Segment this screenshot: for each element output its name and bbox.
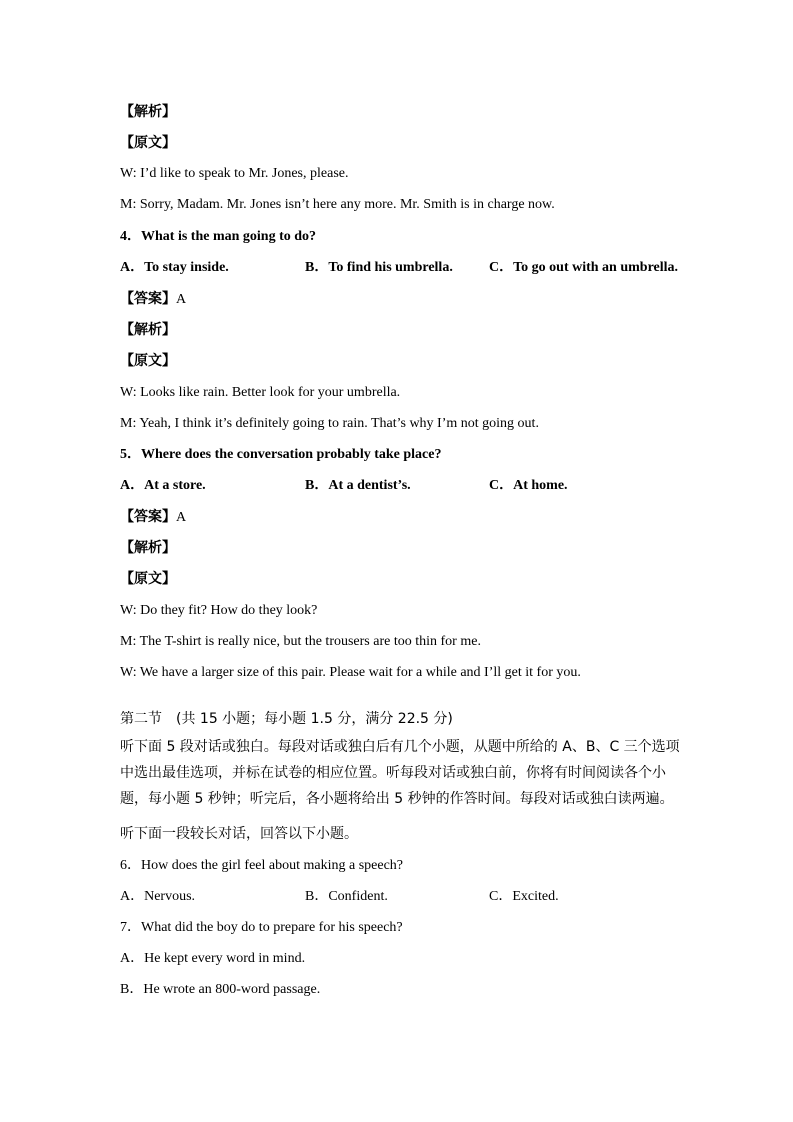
q4-answer	[120, 290, 186, 309]
q5-question: 5．Where does the conversation probably take place?	[120, 447, 442, 462]
q3-transcript-label: 【原文】	[120, 135, 176, 151]
section2-prompt: 听下面一段较长对话，回答以下小题。	[120, 826, 358, 842]
q5-transcript-line-3: W: We have a larger size of this pair. Please wait for a while and I’ll get it for you.	[120, 665, 581, 680]
q5-analysis-label: 【解析】	[120, 540, 176, 556]
q5-answer	[120, 508, 186, 527]
q6-question: 6．How does the girl feel about making a speech?	[120, 858, 404, 873]
q5-option-b: B．At a dentist’s.	[305, 478, 411, 493]
q6-option-b: B．Confident.	[305, 889, 388, 904]
q4-transcript-label: 【原文】	[120, 353, 176, 369]
q6-option-c: C．Excited.	[489, 889, 559, 904]
q5-transcript-label: 【原文】	[120, 571, 176, 587]
q3-analysis-label: 【解析】	[120, 104, 176, 120]
q3-transcript-line-2: M: Sorry, Madam. Mr. Jones isn’t here any more. Mr. Smith is in charge now.	[120, 197, 555, 212]
q4-option-c: C．To go out with an umbrella.	[489, 260, 679, 275]
q6-option-a: A．Nervous.	[120, 889, 196, 904]
q4-answer-label: 【答案】	[120, 291, 176, 307]
q5-transcript-line-2: M: The T-shirt is really nice, but the trousers are too thin for me.	[120, 634, 481, 649]
q4-transcript-line-2: M: Yeah, I think it’s definitely going to rain. That’s why I’m not going out.	[120, 416, 539, 431]
section2-heading: 第二节 (共 15 小题；每小题 1.5 分，满分 22.5 分)	[120, 711, 453, 727]
q5-transcript-line-1: W: Do they fit? How do they look?	[120, 603, 318, 618]
q5-option-a: A．At a store.	[120, 478, 206, 493]
q4-analysis-label: 【解析】	[120, 322, 176, 338]
q4-option-b: B．To find his umbrella.	[305, 260, 453, 275]
section2-instructions: 听下面 5 段对话或独白。每段对话或独白后有几个小题，从题中所给的 A、B、C 三个选项中选出最佳选项，并标在试卷的相应位置。听每段对话或独白前，你将有时间阅读各个小题，每小题 5 秒钟；听完后，各小题将给出 5 秒钟的作答时间。每段对话或独白读两遍。	[120, 739, 680, 807]
q5-option-c: C．At home.	[489, 478, 568, 493]
q4-option-a: A．To stay inside.	[120, 260, 229, 275]
q7-question: 7．What did the boy do to prepare for his speech?	[120, 920, 403, 935]
q5-answer-value: A	[176, 510, 187, 525]
q4-answer-value: A	[176, 292, 187, 307]
q4-question: 4．What is the man going to do?	[120, 229, 317, 244]
q7-option-a: A．He kept every word in mind.	[120, 951, 306, 966]
q5-answer-label: 【答案】	[120, 509, 176, 525]
q4-transcript-line-1: W: Looks like rain. Better look for your umbrella.	[120, 385, 401, 400]
q3-transcript-line-1: W: I’d like to speak to Mr. Jones, please.	[120, 166, 349, 181]
q7-option-b: B．He wrote an 800-word passage.	[120, 982, 321, 997]
